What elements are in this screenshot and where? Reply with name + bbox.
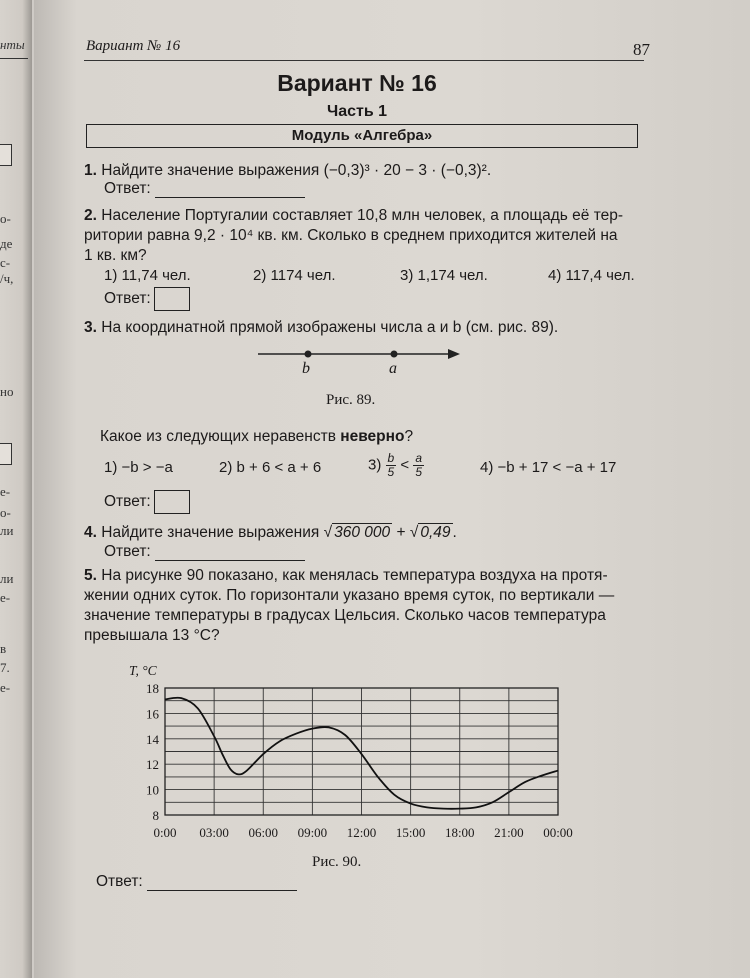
- question-text: Найдите значение выражения: [101, 524, 324, 541]
- fraction-numerator: b: [387, 451, 395, 465]
- question-number: 1.: [84, 162, 97, 179]
- fraction-denominator: 5: [387, 465, 395, 479]
- running-header: Вариант № 16: [86, 38, 181, 54]
- option-4: 4) 117,4 чел.: [548, 267, 635, 284]
- module-heading: Модуль «Алгебра»: [86, 124, 638, 148]
- question-text-line: жении одних суток. По горизонтали указано время суток, по вертикали —: [84, 587, 615, 604]
- option-3: 3) 1,174 чел.: [400, 267, 488, 284]
- y-axis-label: T, °C: [129, 663, 157, 678]
- y-tick-label: 16: [146, 706, 159, 722]
- x-tick-label: 06:00: [248, 825, 279, 840]
- y-tick-label: 8: [152, 808, 159, 823]
- previous-page-fragment: с-: [0, 255, 11, 270]
- figure-caption-89: Рис. 89.: [326, 392, 376, 408]
- sqrt-icon: √: [323, 524, 333, 541]
- question-text-line: На рисунке 90 показано, как менялась температура воздуха на протя-: [101, 567, 608, 584]
- answer-5: [96, 873, 297, 891]
- previous-page-fragment: /ч,: [0, 271, 14, 286]
- previous-page-fragment: де: [0, 236, 13, 251]
- question-text: Найдите значение выражения (−0,3)³ · 20 − 3 · (−0,3)².: [101, 162, 492, 179]
- x-tick-label: 21:00: [494, 825, 524, 840]
- x-tick-label: 00:00: [543, 825, 573, 840]
- answer-label: Ответ:: [104, 493, 151, 511]
- previous-page-answer-box: [0, 443, 12, 465]
- inequality-option-2: 2) b + 6 < a + 6: [219, 459, 322, 476]
- question-text-line: ритории равна 9,2 · 10⁴ кв. км. Сколько в среднем приходится жителей на: [84, 227, 618, 244]
- question-text-line: значение температуры в градусах Цельсия. Сколько часов температура: [84, 607, 606, 624]
- part-title: Часть 1: [326, 103, 388, 120]
- x-tick-label: 18:00: [444, 825, 475, 840]
- option-number: 3): [368, 456, 382, 474]
- question-number: 2.: [84, 207, 97, 224]
- point-a-label: a: [389, 360, 397, 377]
- radicand-2: 0,49: [420, 524, 451, 541]
- textbook-page: [34, 0, 750, 978]
- fraction-denominator: 5: [415, 465, 422, 479]
- plus-sign: +: [392, 524, 410, 541]
- point-b-label: b: [302, 360, 310, 377]
- answer-label: Ответ:: [96, 873, 143, 890]
- y-tick-label: 18: [146, 681, 159, 696]
- previous-page-fragment: о-: [0, 211, 11, 226]
- question-text-line: 1 кв. км?: [84, 247, 147, 264]
- previous-page-fragment: е-: [0, 484, 11, 499]
- subquestion-text: Какое из следующих неравенств: [100, 428, 341, 445]
- question-text-line: превышала 13 °С?: [84, 627, 220, 644]
- previous-page-fragment: ли: [0, 523, 14, 538]
- fraction-numerator: a: [415, 451, 422, 465]
- previous-page-fragment: 7.: [0, 660, 10, 675]
- question-text-line: Население Португалии составляет 10,8 млн человек, а площадь её тер-: [101, 207, 624, 224]
- answer-label: Ответ:: [104, 180, 151, 197]
- previous-page-answer-box: [0, 144, 12, 166]
- y-tick-label: 12: [146, 757, 159, 773]
- answer-label: Ответ:: [104, 543, 151, 560]
- previous-page-edge: [0, 0, 32, 978]
- figure-caption-90: Рис. 90.: [312, 854, 362, 870]
- x-tick-label: 09:00: [297, 825, 328, 840]
- question-number: 4.: [84, 524, 97, 541]
- question-punct: .: [452, 524, 457, 541]
- question-number: 5.: [84, 567, 97, 584]
- answer-label: Ответ:: [104, 290, 151, 308]
- y-tick-label: 14: [146, 731, 159, 747]
- x-tick-label: 0:00: [153, 825, 177, 840]
- previous-page-fragment: нты: [0, 37, 25, 52]
- radicand-1: 360 000: [334, 524, 391, 541]
- page-number: 87: [633, 40, 650, 59]
- previous-page-rule: [0, 58, 28, 59]
- variant-title: Вариант № 16: [277, 70, 437, 96]
- option-1: 1) 11,74 чел.: [104, 267, 191, 284]
- option-2: 2) 1174 чел.: [253, 267, 336, 284]
- y-tick-label: 10: [146, 782, 159, 798]
- x-tick-label: 15:00: [395, 825, 426, 840]
- x-tick-label: 03:00: [199, 825, 229, 840]
- previous-page-fragment: о-: [0, 505, 11, 520]
- previous-page-fragment: ли: [0, 571, 14, 586]
- inequality-option-4: 4) −b + 17 < −a + 17: [480, 459, 617, 476]
- inequality-option-1: 1) −b > −a: [104, 459, 173, 476]
- question-text: На координатной прямой изображены числа a и b (см. рис. 89).: [101, 319, 559, 336]
- previous-page-fragment: е-: [0, 590, 11, 605]
- temperature-chart: [34, 0, 750, 978]
- previous-page-fragment: е-: [0, 680, 11, 695]
- sqrt-icon: √: [409, 524, 419, 541]
- answer-line[interactable]: [147, 874, 297, 891]
- x-tick-label: 12:00: [346, 825, 377, 840]
- inequality-sign: <: [400, 456, 410, 474]
- previous-page-fragment: но: [0, 384, 14, 399]
- subquestion-punct: ?: [404, 428, 414, 445]
- question-number: 3.: [84, 319, 97, 336]
- subquestion-emphasis: неверно: [340, 428, 405, 445]
- previous-page-fragment: в: [0, 641, 7, 656]
